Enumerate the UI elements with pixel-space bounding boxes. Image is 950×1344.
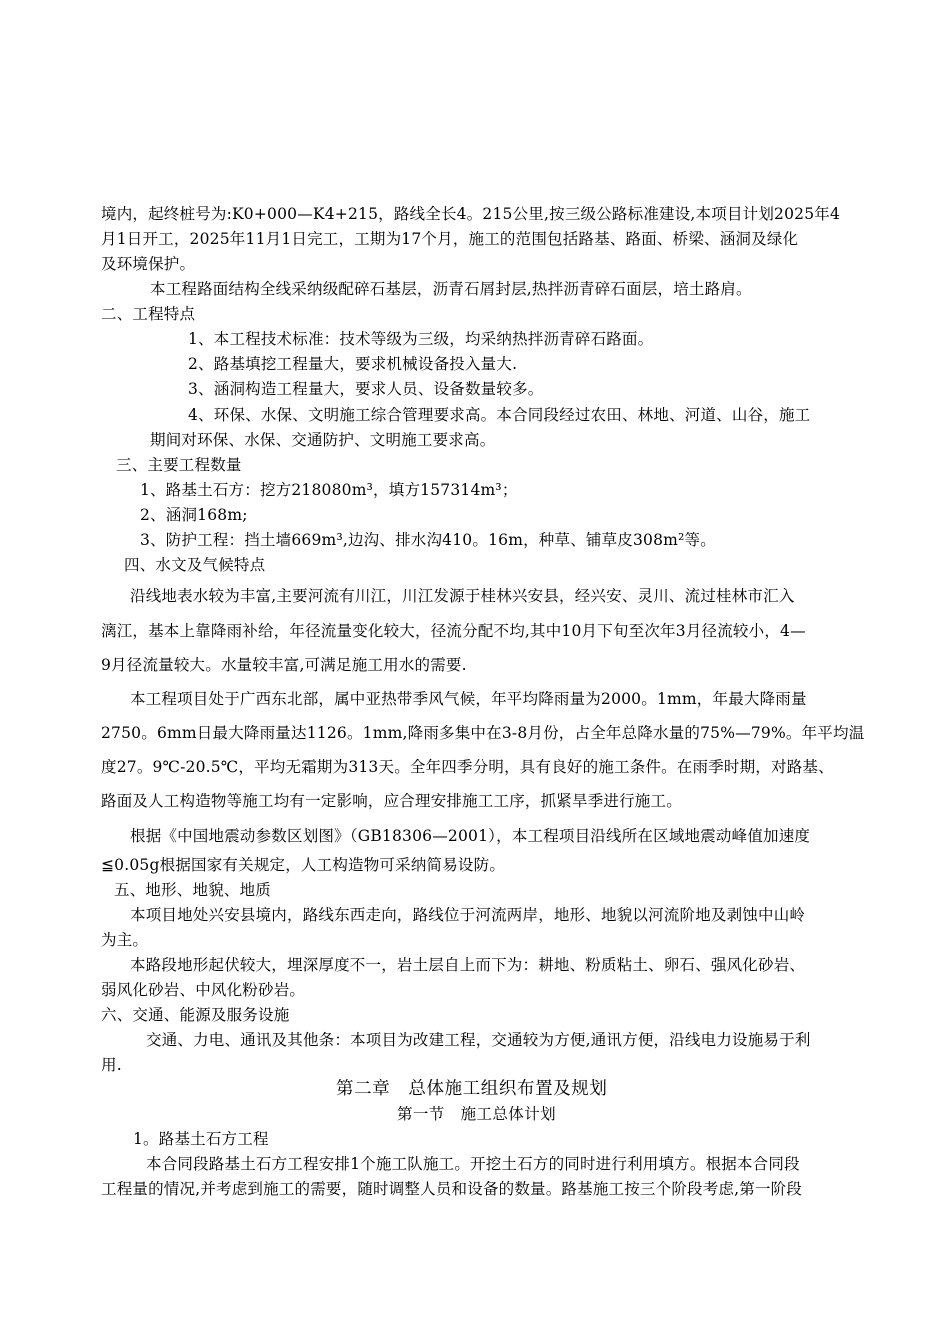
chapter-title: 第二章 总体施工组织布置及规划 <box>336 1079 608 1099</box>
list-item-continuation: 期间对环保、水保、交通防护、文明施工要求高。 <box>150 431 496 449</box>
list-item: 1、路基土石方：挖方218080m³，填方157314m³； <box>140 481 518 499</box>
list-item: 2、路基填挖工程量大，要求机械设备投入量大. <box>188 355 518 373</box>
paragraph-line: 本项目地处兴安县境内，路线东西走向，路线位于河流两岸，地形、地貌以河流阶地及剥蚀中山岭 <box>130 906 806 924</box>
paragraph-line: 本合同段路基土石方工程安排1个施工队施工。开挖土石方的同时进行利用填方。根据本合同段 <box>146 1155 800 1173</box>
paragraph-line: 漓江，基本上靠降雨补给，年径流量变化较大，径流分配不均,其中10月下旬至次年3月径流较小，4— <box>101 622 806 640</box>
paragraph-line: 月1日开工，2025年11月1日完工，工期为17个月，施工的范围包括路基、路面、桥梁、涵洞及绿化 <box>101 230 799 248</box>
section-heading: 五、地形、地貌、地质 <box>114 881 272 899</box>
list-item: 3、防护工程：挡土墙669m³,边沟、排水沟410。16m，种草、铺草皮308m²等。 <box>140 531 716 549</box>
paragraph-line: 2750。6mm日最大降雨量达1126。1mm,降雨多集中在3-8月份，占全年总降水量的75%—79%。年平均温 <box>101 724 865 742</box>
paragraph-line: 及环境保护。 <box>101 255 196 273</box>
paragraph-line: 路面及人工构造物等施工均有一定影响，应合理安排施工工序，抓紧旱季进行施工。 <box>101 792 682 810</box>
paragraph-line: 沿线地表水较为丰富,主要河流有川江，川江发源于桂林兴安县，经兴安、灵川、流过桂林市汇入 <box>130 587 795 605</box>
paragraph-line: 9月径流量较大。水量较丰富,可满足施工用水的需要. <box>101 656 467 674</box>
paragraph-line: 本工程项目处于广西东北部，属中亚热带季风气候，年平均降雨量为2000。1mm，年最大降雨量 <box>130 690 807 708</box>
paragraph-line: 交通、力电、通讯及其他条：本项目为改建工程，交通较为方便,通讯方便，沿线电力设施易于利 <box>146 1031 811 1049</box>
paragraph-line: 为主。 <box>101 931 149 949</box>
section-heading: 四、水文及气候特点 <box>124 556 266 574</box>
paragraph-line: 根据《中国地震动参数区划图》（GB18306—2001），本工程项目沿线所在区域地震动峰值加速度 <box>130 827 811 845</box>
list-item: 4、环保、水保、文明施工综合管理要求高。本合同段经过农田、林地、河道、山谷，施工 <box>188 406 811 424</box>
list-item: 3、涵洞构造工程量大，要求人员、设备数量较多。 <box>188 380 544 398</box>
paragraph-line: 度27。9℃-20.5℃，平均无霜期为313天。全年四季分明，具有良好的施工条件。在雨季时期，对路基、 <box>101 758 834 776</box>
section-title: 第一节 施工总体计划 <box>397 1105 557 1123</box>
paragraph-line: 境内，起终桩号为:K0+000—K4+215，路线全长4。215公里,按三级公路标准建设,本项目计划2025年4 <box>101 205 841 223</box>
list-item: 2、涵洞168m; <box>140 506 248 524</box>
section-heading: 六、交通、能源及服务设施 <box>101 1006 290 1024</box>
section-heading: 三、主要工程数量 <box>116 456 242 474</box>
paragraph-line: 用. <box>101 1056 122 1074</box>
paragraph-line: 本路段地形起伏较大，埋深厚度不一，岩土层自上而下为：耕地、粉质粘土、卵石、强风化砂岩、 <box>130 956 806 974</box>
paragraph-line: 工程量的情况,并考虑到施工的需要，随时调整人员和设备的数量。路基施工按三个阶段考虑,第一阶段 <box>101 1180 803 1198</box>
paragraph-line: ≦0.05g根据国家有关规定，人工构造物可采纳简易设防。 <box>101 856 506 874</box>
subsection-heading: 1。路基土石方工程 <box>133 1130 269 1148</box>
paragraph-line: 弱风化砂岩、中风化粉砂岩。 <box>101 981 306 999</box>
section-heading: 二、工程特点 <box>101 305 196 323</box>
list-item: 1、本工程技术标准：技术等级为三级，均采纳热拌沥青碎石路面。 <box>188 330 654 348</box>
paragraph-line: 本工程路面结构全线采纳级配碎石基层，沥青石屑封层,热拌沥青碎石面层，培土路肩。 <box>150 280 752 298</box>
